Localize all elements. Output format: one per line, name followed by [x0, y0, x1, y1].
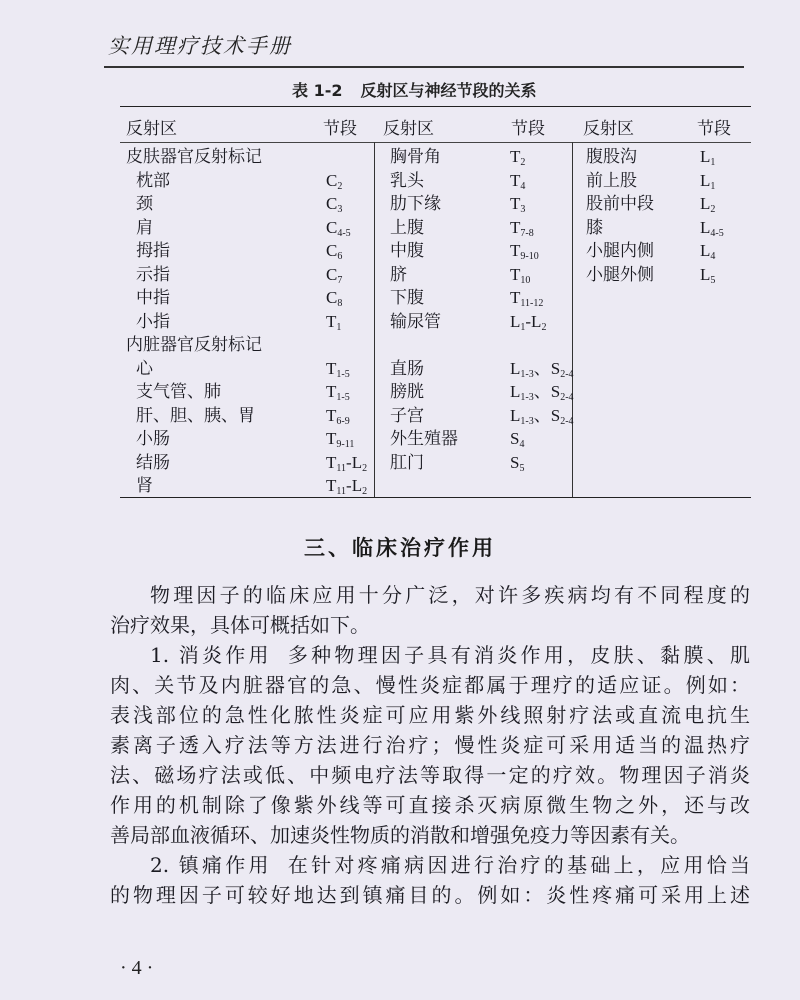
analgesia-paragraph: [110, 850, 750, 910]
table-segment-cell: $T_{11}-L_2$: [326, 476, 368, 497]
table-zone-cell: 肝、胆、胰、胃: [136, 405, 255, 426]
header-zone: 反射区: [583, 119, 634, 139]
table-zone-cell: 肛门: [390, 452, 424, 473]
anti-inflammation-paragraph: [110, 640, 750, 850]
table-zone-cell: 胸骨角: [390, 147, 441, 167]
table-zone-cell: 外生殖器: [390, 429, 458, 449]
table-segment-cell: $T_{7-8}$: [510, 217, 534, 239]
table-header-rule: [120, 142, 751, 143]
table-segment-cell: $S_5$: [510, 452, 525, 474]
table-zone-cell: 膀胱: [390, 382, 424, 402]
table-zone-cell: 支气管、肺: [136, 382, 221, 402]
table-segment-cell: $T_{9-10}$: [510, 241, 539, 262]
table-segment-cell: $L_4$: [700, 241, 716, 262]
paragraph-line: 善局部血液循环、加速炎性物质的消散和增强免疫力等因素有关。: [110, 823, 690, 847]
table-group-heading: 内脏器官反射标记: [126, 335, 262, 355]
intro-paragraph: [110, 580, 750, 640]
header-zone: 反射区: [383, 119, 434, 139]
table-group-heading: 皮肤器官反射标记: [126, 147, 262, 167]
table-segment-cell: $C_6$: [326, 241, 343, 262]
table-zone-cell: 肩: [136, 217, 153, 238]
paragraph-line: 表浅部位的急性化脓性炎症可应用紫外线照射疗法或直流电抗生: [110, 703, 750, 727]
table-zone-cell: 结肠: [136, 452, 170, 473]
table-zone-cell: 上腹: [390, 217, 424, 238]
paragraph-line: [110, 850, 750, 880]
table-segment-cell: $S_4$: [510, 429, 525, 450]
table-caption: [292, 78, 537, 101]
table-zone-cell: 子宫: [390, 405, 424, 426]
table-segment-cell: $C_8$: [326, 288, 343, 309]
table-zone-cell: 肾: [136, 476, 153, 496]
table-segment-cell: $T_{9-11}$: [326, 429, 355, 450]
table-segment-cell: $L_2$: [700, 194, 716, 215]
item-term: 2. 镇痛作用: [150, 853, 272, 877]
table-zone-cell: 心: [136, 358, 153, 379]
paragraph-line: 治疗效果，具体可概括如下。: [110, 613, 370, 637]
header-segment: 节段: [697, 119, 731, 139]
table-segment-cell: $L_1-L_2$: [510, 311, 547, 333]
table-segment-cell: $T_2$: [510, 147, 526, 168]
table-zone-cell: 颈: [136, 194, 153, 214]
section-title: 三、临床治疗作用: [304, 536, 496, 560]
table-segment-cell: $T_{10}$: [510, 264, 531, 286]
table-number: 表 1-2: [292, 81, 343, 100]
table-segment-cell: $L_{4-5}$: [700, 217, 724, 239]
paragraph-line: 素离子透入疗法等方法进行治疗；慢性炎症可采用适当的温热疗: [110, 733, 750, 757]
table-zone-cell: 腹股沟: [586, 147, 637, 167]
table-zone-cell: 示指: [136, 264, 170, 285]
table-zone-cell: 膝: [586, 217, 603, 238]
header-segment: 节段: [511, 119, 545, 139]
table-bottom-rule: [120, 497, 751, 498]
table-segment-cell: $T_{11-12}$: [510, 288, 544, 309]
paragraph-line: 的物理因子可较好地达到镇痛目的。例如：炎性疼痛可采用上述: [110, 883, 750, 907]
table-segment-cell: $L_5$: [700, 264, 716, 286]
table-segment-cell: $L_1$: [700, 147, 716, 168]
table-top-rule: [120, 106, 751, 107]
header-zone: 反射区: [126, 119, 177, 139]
table-segment-cell: $T_{6-9}$: [326, 405, 350, 427]
table-zone-cell: 乳头: [390, 170, 424, 191]
header-segment: 节段: [323, 119, 357, 139]
item-term: 1. 消炎作用: [150, 643, 272, 667]
table-zone-cell: 直肠: [390, 358, 424, 379]
table-segment-cell: $L_1$: [700, 170, 716, 192]
table-column-divider: [374, 142, 375, 497]
table-segment-cell: $C_{4-5}$: [326, 217, 351, 239]
table-segment-cell: $T_{1-5}$: [326, 382, 350, 403]
paragraph-line: [110, 640, 750, 670]
table-title: 反射区与神经节段的关系: [360, 81, 537, 100]
table-zone-cell: 输尿管: [390, 311, 441, 332]
table-zone-cell: 脐: [390, 264, 407, 285]
table-zone-cell: 股前中段: [586, 194, 654, 214]
running-head: 实用理疗技术手册: [108, 34, 292, 58]
paragraph-line: 物理因子的临床应用十分广泛，对许多疾病均有不同程度的: [150, 583, 750, 607]
table-segment-cell: $C_2$: [326, 170, 343, 192]
table-zone-cell: 中腹: [390, 241, 424, 261]
table-segment-cell: $L_{1-3}$、$S_{2-4}$: [510, 382, 574, 403]
table-segment-cell: $L_{1-3}$、$S_{2-4}$: [510, 405, 574, 427]
table-segment-cell: $C_7$: [326, 264, 343, 286]
header-rule: [104, 66, 744, 68]
table-segment-cell: $L_{1-3}$、$S_{2-4}$: [510, 358, 574, 380]
paragraph-line: 作用的机制除了像紫外线等可直接杀灭病原微生物之外，还与改: [110, 793, 750, 817]
table-zone-cell: 中指: [136, 288, 170, 308]
table-segment-cell: $T_1$: [326, 311, 342, 333]
table-zone-cell: 枕部: [136, 170, 170, 191]
page-number: · 4 ·: [120, 957, 154, 979]
table-zone-cell: 前上股: [586, 170, 637, 191]
paragraph-text: 多种物理因子具有消炎作用，皮肤、黏膜、肌: [287, 643, 750, 667]
table-zone-cell: 下腹: [390, 288, 424, 308]
table-zone-cell: 小腿内侧: [586, 241, 654, 261]
table-column-divider: [572, 142, 573, 497]
paragraph-text: 在针对疼痛病因进行治疗的基础上，应用恰当: [287, 853, 750, 877]
paragraph-line: 法、磁场疗法或低、中频电疗法等取得一定的疗效。物理因子消炎: [110, 763, 750, 787]
table-segment-cell: $T_{11}-L_2$: [326, 452, 368, 474]
table-segment-cell: $T_3$: [510, 194, 526, 215]
table-zone-cell: 肋下缘: [390, 194, 441, 214]
table-zone-cell: 小肠: [136, 429, 170, 449]
table-segment-cell: $T_4$: [510, 170, 526, 192]
table-zone-cell: 小指: [136, 311, 170, 332]
paragraph-line: 肉、关节及内脏器官的急、慢性炎症都属于理疗的适应证。例如：: [110, 673, 750, 697]
reflex-segment-table: [120, 106, 751, 499]
table-segment-cell: $C_3$: [326, 194, 343, 215]
table-segment-cell: $T_{1-5}$: [326, 358, 350, 380]
table-zone-cell: 小腿外侧: [586, 264, 654, 285]
table-zone-cell: 拇指: [136, 241, 170, 261]
